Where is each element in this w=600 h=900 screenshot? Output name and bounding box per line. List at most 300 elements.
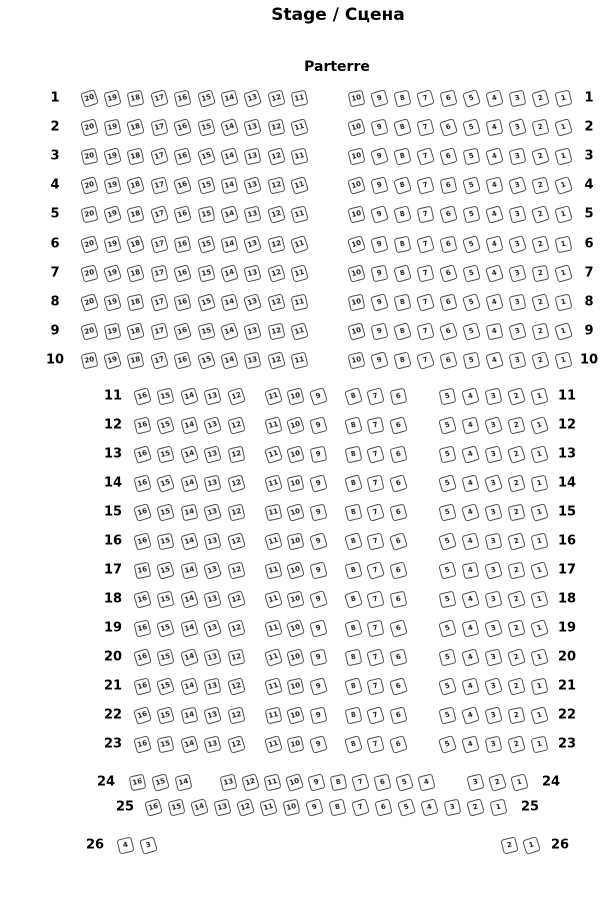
seat-row22-15[interactable]: 15 xyxy=(156,706,174,724)
seat-row23-1[interactable]: 1 xyxy=(530,735,548,753)
seat-row15-14[interactable]: 14 xyxy=(180,503,198,521)
seat-row12-2[interactable]: 2 xyxy=(507,416,525,434)
seat-row6-9[interactable]: 9 xyxy=(370,235,388,253)
seat-row22-16[interactable]: 16 xyxy=(133,706,152,725)
seat-row7-3[interactable]: 3 xyxy=(508,264,526,282)
seat-row16-14[interactable]: 14 xyxy=(180,532,199,551)
seat-row19-8[interactable]: 8 xyxy=(344,619,362,637)
seat-row10-1[interactable]: 1 xyxy=(554,351,572,369)
seat-row16-12[interactable]: 12 xyxy=(227,532,246,551)
seat-row2-15[interactable]: 15 xyxy=(197,118,215,136)
seat-row2-18[interactable]: 18 xyxy=(127,118,146,137)
seat-row1-9[interactable]: 9 xyxy=(370,89,389,108)
seat-row2-14[interactable]: 14 xyxy=(220,118,239,137)
seat-row20-2[interactable]: 2 xyxy=(507,648,526,667)
seat-row22-3[interactable]: 3 xyxy=(484,706,502,724)
seat-row18-2[interactable]: 2 xyxy=(507,590,526,609)
seat-row20-1[interactable]: 1 xyxy=(530,648,548,666)
seat-row9-19[interactable]: 19 xyxy=(103,322,121,340)
seat-row15-5[interactable]: 5 xyxy=(438,503,456,521)
seat-row1-2[interactable]: 2 xyxy=(531,89,550,108)
seat-row1-5[interactable]: 5 xyxy=(462,89,481,108)
seat-row7-8[interactable]: 8 xyxy=(393,264,412,283)
seat-row21-16[interactable]: 16 xyxy=(133,677,151,695)
seat-row1-19[interactable]: 19 xyxy=(103,89,121,107)
seat-row23-15[interactable]: 15 xyxy=(157,735,175,753)
seat-row3-8[interactable]: 8 xyxy=(393,147,411,165)
seat-row19-5[interactable]: 5 xyxy=(438,619,457,638)
seat-row25-4[interactable]: 4 xyxy=(420,798,438,816)
seat-row2-2[interactable]: 2 xyxy=(531,118,549,136)
seat-row5-13[interactable]: 13 xyxy=(244,205,262,223)
seat-row17-15[interactable]: 15 xyxy=(156,561,175,580)
seat-row5-20[interactable]: 20 xyxy=(80,205,98,223)
seat-row26-1[interactable]: 1 xyxy=(522,836,541,855)
seat-row7-5[interactable]: 5 xyxy=(462,264,480,282)
seat-row10-11[interactable]: 11 xyxy=(291,351,309,369)
seat-row8-4[interactable]: 4 xyxy=(485,293,503,311)
seat-row2-3[interactable]: 3 xyxy=(508,118,527,137)
seat-row21-3[interactable]: 3 xyxy=(484,677,503,696)
seat-row13-16[interactable]: 16 xyxy=(133,445,152,464)
seat-row12-9[interactable]: 9 xyxy=(309,416,327,434)
seat-row6-12[interactable]: 12 xyxy=(267,235,285,253)
seat-row23-10[interactable]: 10 xyxy=(287,735,305,753)
seat-row8-8[interactable]: 8 xyxy=(393,293,411,311)
seat-row19-2[interactable]: 2 xyxy=(507,619,525,637)
seat-row1-20[interactable]: 20 xyxy=(80,89,99,108)
seat-row22-12[interactable]: 12 xyxy=(227,706,245,724)
seat-row16-16[interactable]: 16 xyxy=(133,532,151,550)
seat-row8-10[interactable]: 10 xyxy=(347,293,365,311)
seat-row10-6[interactable]: 6 xyxy=(439,351,457,369)
seat-row15-3[interactable]: 3 xyxy=(484,503,502,521)
seat-row24-15[interactable]: 15 xyxy=(151,773,170,792)
seat-row11-10[interactable]: 10 xyxy=(286,387,304,405)
seat-row19-10[interactable]: 10 xyxy=(286,619,305,638)
seat-row19-7[interactable]: 7 xyxy=(367,619,385,637)
seat-row11-11[interactable]: 11 xyxy=(264,387,283,406)
seat-row19-16[interactable]: 16 xyxy=(133,619,151,637)
seat-row18-9[interactable]: 9 xyxy=(309,590,328,609)
seat-row12-11[interactable]: 11 xyxy=(264,416,282,434)
seat-row13-8[interactable]: 8 xyxy=(344,445,362,463)
seat-row21-13[interactable]: 13 xyxy=(204,677,222,695)
seat-row10-18[interactable]: 18 xyxy=(127,351,145,369)
seat-row1-8[interactable]: 8 xyxy=(393,89,411,107)
seat-row17-1[interactable]: 1 xyxy=(530,561,549,580)
seat-row4-4[interactable]: 4 xyxy=(485,176,503,194)
seat-row5-5[interactable]: 5 xyxy=(462,205,480,223)
seat-row10-16[interactable]: 16 xyxy=(174,351,192,369)
seat-row17-5[interactable]: 5 xyxy=(438,561,456,579)
seat-row7-13[interactable]: 13 xyxy=(244,264,262,282)
seat-row21-5[interactable]: 5 xyxy=(438,677,457,696)
seat-row1-10[interactable]: 10 xyxy=(347,89,365,107)
seat-row13-15[interactable]: 15 xyxy=(156,445,174,463)
seat-row20-6[interactable]: 6 xyxy=(389,648,407,666)
seat-row24-1[interactable]: 1 xyxy=(510,773,528,791)
seat-row3-11[interactable]: 11 xyxy=(291,147,309,165)
seat-row21-11[interactable]: 11 xyxy=(264,677,282,695)
seat-row8-17[interactable]: 17 xyxy=(150,293,169,312)
seat-row24-7[interactable]: 7 xyxy=(351,773,370,792)
seat-row21-1[interactable]: 1 xyxy=(530,677,548,695)
seat-row18-4[interactable]: 4 xyxy=(461,590,480,609)
seat-row9-3[interactable]: 3 xyxy=(508,322,527,341)
seat-row7-2[interactable]: 2 xyxy=(531,264,549,282)
seat-row4-5[interactable]: 5 xyxy=(462,176,481,195)
seat-row15-2[interactable]: 2 xyxy=(507,503,525,521)
seat-row3-6[interactable]: 6 xyxy=(439,147,457,165)
seat-row9-1[interactable]: 1 xyxy=(554,322,573,341)
seat-row14-12[interactable]: 12 xyxy=(227,474,246,493)
seat-row10-12[interactable]: 12 xyxy=(267,351,286,370)
seat-row11-2[interactable]: 2 xyxy=(507,387,526,406)
seat-row13-6[interactable]: 6 xyxy=(389,445,407,463)
seat-row20-7[interactable]: 7 xyxy=(366,648,385,667)
seat-row3-12[interactable]: 12 xyxy=(267,147,286,166)
seat-row3-2[interactable]: 2 xyxy=(531,147,550,166)
seat-row18-7[interactable]: 7 xyxy=(366,590,384,608)
seat-row5-16[interactable]: 16 xyxy=(173,205,191,223)
seat-row5-2[interactable]: 2 xyxy=(531,205,550,224)
seat-row24-4[interactable]: 4 xyxy=(418,773,436,791)
seat-row3-9[interactable]: 9 xyxy=(370,147,389,166)
seat-row17-13[interactable]: 13 xyxy=(203,561,222,580)
seat-row17-4[interactable]: 4 xyxy=(461,561,479,579)
seat-row13-11[interactable]: 11 xyxy=(264,445,283,464)
seat-row10-19[interactable]: 19 xyxy=(103,351,122,370)
seat-row6-18[interactable]: 18 xyxy=(126,235,145,254)
seat-row7-16[interactable]: 16 xyxy=(173,264,192,283)
seat-row8-6[interactable]: 6 xyxy=(439,293,457,311)
seat-row2-13[interactable]: 13 xyxy=(244,118,262,136)
seat-row14-10[interactable]: 10 xyxy=(287,474,305,492)
seat-row1-3[interactable]: 3 xyxy=(508,89,526,107)
seat-row14-3[interactable]: 3 xyxy=(484,474,503,493)
seat-row19-9[interactable]: 9 xyxy=(309,619,327,637)
seat-row10-5[interactable]: 5 xyxy=(462,351,480,369)
seat-row2-7[interactable]: 7 xyxy=(416,118,434,136)
seat-row20-8[interactable]: 8 xyxy=(344,648,362,666)
seat-row12-6[interactable]: 6 xyxy=(389,416,408,435)
seat-row15-9[interactable]: 9 xyxy=(309,503,327,521)
seat-row3-14[interactable]: 14 xyxy=(220,147,238,165)
seat-row4-13[interactable]: 13 xyxy=(244,176,263,195)
seat-row4-9[interactable]: 9 xyxy=(370,176,388,194)
seat-row5-4[interactable]: 4 xyxy=(485,205,504,224)
seat-row15-4[interactable]: 4 xyxy=(461,503,480,522)
seat-row1-4[interactable]: 4 xyxy=(485,89,503,107)
seat-row17-8[interactable]: 8 xyxy=(344,561,362,579)
seat-row21-14[interactable]: 14 xyxy=(180,677,198,695)
seat-row6-15[interactable]: 15 xyxy=(197,235,216,254)
seat-row9-2[interactable]: 2 xyxy=(531,322,549,340)
seat-row17-9[interactable]: 9 xyxy=(309,561,327,579)
seat-row13-14[interactable]: 14 xyxy=(180,445,199,464)
seat-row20-14[interactable]: 14 xyxy=(180,648,199,667)
seat-row24-12[interactable]: 12 xyxy=(241,773,260,792)
seat-row23-12[interactable]: 12 xyxy=(227,735,246,754)
seat-row21-15[interactable]: 15 xyxy=(156,677,175,696)
seat-row8-5[interactable]: 5 xyxy=(462,293,481,312)
seat-row21-2[interactable]: 2 xyxy=(507,677,525,695)
seat-row7-14[interactable]: 14 xyxy=(220,264,239,283)
seat-row20-3[interactable]: 3 xyxy=(484,648,502,666)
seat-row7-6[interactable]: 6 xyxy=(439,264,458,283)
seat-row2-4[interactable]: 4 xyxy=(485,118,503,136)
seat-row13-7[interactable]: 7 xyxy=(366,445,385,464)
seat-row10-9[interactable]: 9 xyxy=(370,351,389,370)
seat-row22-1[interactable]: 1 xyxy=(530,706,549,725)
seat-row3-17[interactable]: 17 xyxy=(150,147,169,166)
seat-row18-5[interactable]: 5 xyxy=(438,590,456,608)
seat-row24-6[interactable]: 6 xyxy=(374,773,392,791)
seat-row9-8[interactable]: 8 xyxy=(393,322,412,341)
seat-row20-5[interactable]: 5 xyxy=(438,648,456,666)
seat-row9-9[interactable]: 9 xyxy=(370,322,388,340)
seat-row6-3[interactable]: 3 xyxy=(508,235,527,254)
seat-row10-2[interactable]: 2 xyxy=(531,351,550,370)
seat-row7-7[interactable]: 7 xyxy=(416,264,434,282)
seat-row21-6[interactable]: 6 xyxy=(389,677,408,696)
seat-row14-6[interactable]: 6 xyxy=(389,474,408,493)
seat-row17-11[interactable]: 11 xyxy=(264,561,282,579)
seat-row25-5[interactable]: 5 xyxy=(397,798,416,817)
seat-row23-5[interactable]: 5 xyxy=(438,735,457,754)
seat-row18-1[interactable]: 1 xyxy=(530,590,548,608)
seat-row8-2[interactable]: 2 xyxy=(531,293,550,312)
seat-row8-15[interactable]: 15 xyxy=(197,293,216,312)
seat-row5-9[interactable]: 9 xyxy=(370,205,389,224)
seat-row4-15[interactable]: 15 xyxy=(197,176,215,194)
seat-row20-12[interactable]: 12 xyxy=(227,648,245,666)
seat-row16-3[interactable]: 3 xyxy=(484,532,502,550)
seat-row20-4[interactable]: 4 xyxy=(461,648,480,667)
seat-row5-8[interactable]: 8 xyxy=(393,205,411,223)
seat-row9-16[interactable]: 16 xyxy=(173,322,192,341)
seat-row11-4[interactable]: 4 xyxy=(461,387,480,406)
seat-row24-16[interactable]: 16 xyxy=(128,773,146,791)
seat-row23-4[interactable]: 4 xyxy=(461,735,479,753)
seat-row7-10[interactable]: 10 xyxy=(347,264,365,282)
seat-row12-10[interactable]: 10 xyxy=(286,416,305,435)
seat-row4-2[interactable]: 2 xyxy=(531,176,549,194)
seat-row8-11[interactable]: 11 xyxy=(291,293,309,311)
seat-row13-9[interactable]: 9 xyxy=(309,445,327,463)
seat-row24-11[interactable]: 11 xyxy=(263,773,281,791)
seat-row5-1[interactable]: 1 xyxy=(554,205,572,223)
seat-row16-7[interactable]: 7 xyxy=(366,532,384,550)
seat-row8-9[interactable]: 9 xyxy=(370,293,389,312)
seat-row11-7[interactable]: 7 xyxy=(366,387,384,405)
seat-row17-16[interactable]: 16 xyxy=(133,561,151,579)
seat-row24-3[interactable]: 3 xyxy=(466,773,484,791)
seat-row19-14[interactable]: 14 xyxy=(180,619,198,637)
seat-row4-7[interactable]: 7 xyxy=(416,176,434,194)
seat-row10-8[interactable]: 8 xyxy=(393,351,411,369)
seat-row6-2[interactable]: 2 xyxy=(531,235,549,253)
seat-row18-11[interactable]: 11 xyxy=(264,590,283,609)
seat-row25-12[interactable]: 12 xyxy=(236,798,255,817)
seat-row10-10[interactable]: 10 xyxy=(347,351,365,369)
seat-row23-2[interactable]: 2 xyxy=(507,735,526,754)
seat-row9-11[interactable]: 11 xyxy=(290,322,309,341)
seat-row12-12[interactable]: 12 xyxy=(227,416,245,434)
seat-row17-14[interactable]: 14 xyxy=(180,561,198,579)
seat-row9-5[interactable]: 5 xyxy=(462,322,480,340)
seat-row4-8[interactable]: 8 xyxy=(393,176,412,195)
seat-row3-10[interactable]: 10 xyxy=(347,147,365,165)
seat-row8-20[interactable]: 20 xyxy=(80,293,99,312)
seat-row6-11[interactable]: 11 xyxy=(290,235,309,254)
seat-row16-6[interactable]: 6 xyxy=(389,532,408,551)
seat-row3-4[interactable]: 4 xyxy=(485,147,504,166)
seat-row15-15[interactable]: 15 xyxy=(156,503,174,521)
seat-row8-7[interactable]: 7 xyxy=(416,293,435,312)
seat-row8-16[interactable]: 16 xyxy=(174,293,192,311)
seat-row11-13[interactable]: 13 xyxy=(203,387,221,405)
seat-row5-6[interactable]: 6 xyxy=(439,205,458,224)
seat-row11-14[interactable]: 14 xyxy=(180,387,199,406)
seat-row16-4[interactable]: 4 xyxy=(461,532,479,550)
seat-row11-1[interactable]: 1 xyxy=(530,387,548,405)
seat-row3-16[interactable]: 16 xyxy=(174,147,192,165)
seat-row7-20[interactable]: 20 xyxy=(80,264,98,282)
seat-row15-16[interactable]: 16 xyxy=(133,503,152,522)
seat-row5-3[interactable]: 3 xyxy=(508,205,526,223)
seat-row2-6[interactable]: 6 xyxy=(439,118,458,137)
seat-row22-13[interactable]: 13 xyxy=(203,706,222,725)
seat-row19-4[interactable]: 4 xyxy=(461,619,479,637)
seat-row1-14[interactable]: 14 xyxy=(220,89,238,107)
seat-row16-5[interactable]: 5 xyxy=(438,532,457,551)
seat-row2-11[interactable]: 11 xyxy=(290,118,309,137)
seat-row13-13[interactable]: 13 xyxy=(203,445,221,463)
seat-row21-10[interactable]: 10 xyxy=(287,677,305,695)
seat-row8-1[interactable]: 1 xyxy=(554,293,572,311)
seat-row15-12[interactable]: 12 xyxy=(227,503,245,521)
seat-row17-12[interactable]: 12 xyxy=(227,561,245,579)
seat-row7-18[interactable]: 18 xyxy=(127,264,145,282)
seat-row18-6[interactable]: 6 xyxy=(389,590,407,608)
seat-row14-1[interactable]: 1 xyxy=(530,474,548,492)
seat-row16-15[interactable]: 15 xyxy=(157,532,175,550)
seat-row5-14[interactable]: 14 xyxy=(220,205,239,224)
seat-row3-3[interactable]: 3 xyxy=(508,147,526,165)
seat-row21-7[interactable]: 7 xyxy=(367,677,385,695)
seat-row4-19[interactable]: 19 xyxy=(103,176,121,194)
seat-row12-14[interactable]: 14 xyxy=(180,416,198,434)
seat-row10-3[interactable]: 3 xyxy=(508,351,526,369)
seat-row13-1[interactable]: 1 xyxy=(530,445,548,463)
seat-row14-5[interactable]: 5 xyxy=(438,474,457,493)
seat-row20-9[interactable]: 9 xyxy=(309,648,327,666)
seat-row6-7[interactable]: 7 xyxy=(416,235,435,254)
seat-row14-8[interactable]: 8 xyxy=(344,474,363,493)
seat-row6-13[interactable]: 13 xyxy=(243,235,262,254)
seat-row11-15[interactable]: 15 xyxy=(157,387,175,405)
seat-row22-10[interactable]: 10 xyxy=(286,706,305,725)
seat-row2-10[interactable]: 10 xyxy=(347,118,366,137)
seat-row4-17[interactable]: 17 xyxy=(150,176,168,194)
seat-row13-12[interactable]: 12 xyxy=(227,445,245,463)
seat-row5-12[interactable]: 12 xyxy=(267,205,286,224)
seat-row11-3[interactable]: 3 xyxy=(484,387,502,405)
seat-row4-11[interactable]: 11 xyxy=(290,176,309,195)
seat-row12-13[interactable]: 13 xyxy=(203,416,222,435)
seat-row8-18[interactable]: 18 xyxy=(127,293,145,311)
seat-row14-13[interactable]: 13 xyxy=(204,474,222,492)
seat-row12-15[interactable]: 15 xyxy=(156,416,175,435)
seat-row14-2[interactable]: 2 xyxy=(507,474,525,492)
seat-row22-11[interactable]: 11 xyxy=(264,706,282,724)
seat-row9-17[interactable]: 17 xyxy=(150,322,168,340)
seat-row17-10[interactable]: 10 xyxy=(286,561,305,580)
seat-row12-3[interactable]: 3 xyxy=(484,416,503,435)
seat-row17-3[interactable]: 3 xyxy=(484,561,503,580)
seat-row7-17[interactable]: 17 xyxy=(150,264,168,282)
seat-row8-19[interactable]: 19 xyxy=(103,293,121,311)
seat-row15-6[interactable]: 6 xyxy=(389,503,407,521)
seat-row4-18[interactable]: 18 xyxy=(126,176,145,195)
seat-row16-10[interactable]: 10 xyxy=(287,532,305,550)
seat-row19-12[interactable]: 12 xyxy=(227,619,245,637)
seat-row18-16[interactable]: 16 xyxy=(133,590,152,609)
seat-row1-18[interactable]: 18 xyxy=(127,89,145,107)
seat-row9-6[interactable]: 6 xyxy=(439,322,458,341)
seat-row25-15[interactable]: 15 xyxy=(167,798,185,816)
seat-row22-7[interactable]: 7 xyxy=(366,706,385,725)
seat-row4-3[interactable]: 3 xyxy=(508,176,527,195)
seat-row17-2[interactable]: 2 xyxy=(507,561,525,579)
seat-row14-7[interactable]: 7 xyxy=(367,474,385,492)
seat-row6-1[interactable]: 1 xyxy=(554,235,572,253)
seat-row25-6[interactable]: 6 xyxy=(374,798,392,816)
seat-row2-12[interactable]: 12 xyxy=(267,118,285,136)
seat-row3-1[interactable]: 1 xyxy=(554,147,572,165)
seat-row15-11[interactable]: 11 xyxy=(264,503,282,521)
seat-row22-6[interactable]: 6 xyxy=(389,706,407,724)
seat-row7-19[interactable]: 19 xyxy=(103,264,122,283)
seat-row26-2[interactable]: 2 xyxy=(500,836,518,854)
seat-row21-9[interactable]: 9 xyxy=(309,677,328,696)
seat-row24-5[interactable]: 5 xyxy=(395,773,414,792)
seat-row1-15[interactable]: 15 xyxy=(197,89,216,108)
seat-row19-1[interactable]: 1 xyxy=(530,619,549,638)
seat-row9-12[interactable]: 12 xyxy=(267,322,285,340)
seat-row23-6[interactable]: 6 xyxy=(389,735,408,754)
seat-row22-14[interactable]: 14 xyxy=(180,706,198,724)
seat-row22-9[interactable]: 9 xyxy=(309,706,327,724)
seat-row25-7[interactable]: 7 xyxy=(351,798,370,817)
seat-row8-13[interactable]: 13 xyxy=(243,293,262,312)
seat-row10-17[interactable]: 17 xyxy=(150,351,169,370)
seat-row7-1[interactable]: 1 xyxy=(554,264,573,283)
seat-row23-11[interactable]: 11 xyxy=(264,735,283,754)
seat-row7-12[interactable]: 12 xyxy=(267,264,286,283)
seat-row9-15[interactable]: 15 xyxy=(197,322,215,340)
seat-row5-15[interactable]: 15 xyxy=(197,205,215,223)
seat-row20-15[interactable]: 15 xyxy=(156,648,174,666)
seat-row4-20[interactable]: 20 xyxy=(80,176,99,195)
seat-row16-2[interactable]: 2 xyxy=(507,532,526,551)
seat-row20-13[interactable]: 13 xyxy=(203,648,221,666)
seat-row24-10[interactable]: 10 xyxy=(285,773,304,792)
seat-row22-2[interactable]: 2 xyxy=(507,706,525,724)
seat-row3-20[interactable]: 20 xyxy=(80,147,98,165)
